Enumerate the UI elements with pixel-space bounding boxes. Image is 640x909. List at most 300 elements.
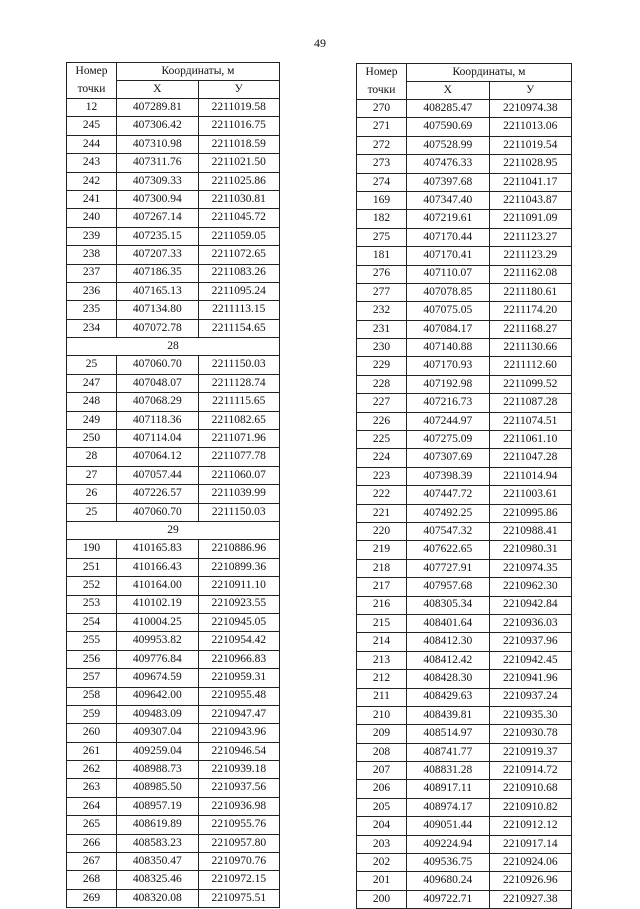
table-row bbox=[357, 265, 572, 283]
y-coordinate-cell: 2211130.66 bbox=[489, 339, 572, 357]
point-number-cell: 215 bbox=[357, 614, 407, 632]
x-coordinate-cell: 408305.34 bbox=[407, 596, 490, 614]
point-number-cell: 256 bbox=[67, 650, 117, 668]
y-coordinate-cell: 2211018.59 bbox=[198, 135, 280, 153]
y-coordinate-cell: 2210974.38 bbox=[489, 100, 572, 118]
y-coordinate-cell: 2211016.75 bbox=[198, 117, 280, 135]
x-coordinate-cell: 407216.73 bbox=[407, 394, 490, 412]
y-coordinate-cell: 2211047.28 bbox=[489, 449, 572, 467]
table-row bbox=[67, 264, 280, 282]
table-row bbox=[357, 412, 572, 430]
x-coordinate-cell: 407219.61 bbox=[407, 210, 490, 228]
point-number-cell: 190 bbox=[67, 540, 117, 558]
x-coordinate-cell: 409722.71 bbox=[407, 890, 490, 908]
point-number-cell: 235 bbox=[67, 301, 117, 319]
y-coordinate-cell: 2211043.87 bbox=[489, 191, 572, 209]
y-coordinate-cell: 2210939.18 bbox=[198, 761, 280, 779]
x-coordinate-cell: 407165.13 bbox=[117, 282, 199, 300]
y-coordinate-cell: 2210914.72 bbox=[489, 762, 572, 780]
x-coordinate-cell: 409307.04 bbox=[117, 724, 199, 742]
point-number-cell: 224 bbox=[357, 449, 407, 467]
point-number-cell: 242 bbox=[67, 172, 117, 190]
y-coordinate-cell: 2211045.72 bbox=[198, 209, 280, 227]
y-coordinate-cell: 2211077.78 bbox=[198, 448, 280, 466]
table-row bbox=[67, 595, 280, 613]
point-number-cell: 253 bbox=[67, 595, 117, 613]
point-number-cell: 252 bbox=[67, 577, 117, 595]
table-row bbox=[67, 282, 280, 300]
point-number-cell: 223 bbox=[357, 467, 407, 485]
y-coordinate-cell: 2211112.60 bbox=[489, 357, 572, 375]
y-coordinate-cell: 2210924.06 bbox=[489, 854, 572, 872]
y-coordinate-cell: 2210942.84 bbox=[489, 596, 572, 614]
y-coordinate-cell: 2210941.96 bbox=[489, 670, 572, 688]
point-number-cell: 270 bbox=[357, 100, 407, 118]
x-coordinate-cell: 407398.39 bbox=[407, 467, 490, 485]
y-coordinate-cell: 2210945.05 bbox=[198, 613, 280, 631]
x-coordinate-cell: 408285.47 bbox=[407, 100, 490, 118]
point-number-cell: 207 bbox=[357, 762, 407, 780]
x-coordinate-cell: 407235.15 bbox=[117, 227, 199, 245]
table-row bbox=[357, 780, 572, 798]
table-row bbox=[357, 173, 572, 191]
table-row bbox=[357, 890, 572, 908]
table-row bbox=[357, 688, 572, 706]
x-coordinate-cell: 407110.07 bbox=[407, 265, 490, 283]
point-number-cell: 26 bbox=[67, 485, 117, 503]
table-row bbox=[357, 357, 572, 375]
x-coordinate-cell: 409259.04 bbox=[117, 742, 199, 760]
x-coordinate-cell: 409680.24 bbox=[407, 872, 490, 890]
x-coordinate-cell: 407476.33 bbox=[407, 155, 490, 173]
table-row bbox=[357, 118, 572, 136]
y-coordinate-cell: 2211074.51 bbox=[489, 412, 572, 430]
point-number-cell: 25 bbox=[67, 503, 117, 521]
y-coordinate-cell: 2210943.96 bbox=[198, 724, 280, 742]
y-coordinate-cell: 2211154.65 bbox=[198, 319, 280, 337]
point-number-cell: 169 bbox=[357, 191, 407, 209]
x-coordinate-cell: 407311.76 bbox=[117, 154, 199, 172]
y-coordinate-cell: 2211095.24 bbox=[198, 282, 280, 300]
section-row bbox=[67, 521, 280, 539]
y-coordinate-cell: 2210954.42 bbox=[198, 632, 280, 650]
x-coordinate-cell: 408957.19 bbox=[117, 797, 199, 815]
point-number-cell: 208 bbox=[357, 743, 407, 761]
y-coordinate-cell: 2211091.09 bbox=[489, 210, 572, 228]
table-row bbox=[67, 448, 280, 466]
point-number-cell: 27 bbox=[67, 466, 117, 484]
point-number-cell: 206 bbox=[357, 780, 407, 798]
table-row bbox=[357, 633, 572, 651]
table-row bbox=[67, 853, 280, 871]
x-coordinate-cell: 407590.69 bbox=[407, 118, 490, 136]
point-number-cell: 250 bbox=[67, 430, 117, 448]
coordinates-header: Координаты, м bbox=[407, 64, 572, 82]
table-row bbox=[357, 578, 572, 596]
y-coordinate-cell: 2210937.24 bbox=[489, 688, 572, 706]
y-coordinate-cell: 2211123.29 bbox=[489, 247, 572, 265]
table-row bbox=[357, 191, 572, 209]
point-number-cell: 249 bbox=[67, 411, 117, 429]
x-coordinate-cell: 407118.36 bbox=[117, 411, 199, 429]
point-number-cell: 25 bbox=[67, 356, 117, 374]
point-number-cell: 265 bbox=[67, 816, 117, 834]
y-coordinate-cell: 2211003.61 bbox=[489, 486, 572, 504]
point-number-header: Номер bbox=[357, 64, 407, 82]
x-coordinate-cell: 407622.65 bbox=[407, 541, 490, 559]
y-coordinate-cell: 2211060.07 bbox=[198, 466, 280, 484]
x-header: X bbox=[117, 81, 199, 99]
point-number-cell: 244 bbox=[67, 135, 117, 153]
table-row bbox=[357, 449, 572, 467]
table-row bbox=[67, 430, 280, 448]
x-coordinate-cell: 407072.78 bbox=[117, 319, 199, 337]
x-coordinate-cell: 408514.97 bbox=[407, 725, 490, 743]
x-coordinate-cell: 410164.00 bbox=[117, 577, 199, 595]
point-number-cell: 261 bbox=[67, 742, 117, 760]
point-number-cell: 254 bbox=[67, 613, 117, 631]
point-number-cell: 272 bbox=[357, 136, 407, 154]
point-number-cell: 238 bbox=[67, 246, 117, 264]
table-row bbox=[357, 725, 572, 743]
table-row bbox=[67, 485, 280, 503]
point-number-cell: 204 bbox=[357, 817, 407, 835]
table-row bbox=[357, 706, 572, 724]
y-coordinate-cell: 2210975.51 bbox=[198, 889, 280, 907]
x-coordinate-cell: 407114.04 bbox=[117, 430, 199, 448]
table-row bbox=[67, 724, 280, 742]
point-number-cell: 271 bbox=[357, 118, 407, 136]
table-row bbox=[67, 779, 280, 797]
point-number-cell: 266 bbox=[67, 834, 117, 852]
y-coordinate-cell: 2210911.10 bbox=[198, 577, 280, 595]
table-row bbox=[67, 393, 280, 411]
y-coordinate-cell: 2211150.03 bbox=[198, 503, 280, 521]
x-coordinate-cell: 407300.94 bbox=[117, 190, 199, 208]
x-coordinate-cell: 407492.25 bbox=[407, 504, 490, 522]
x-coordinate-cell: 407140.88 bbox=[407, 339, 490, 357]
x-header: X bbox=[407, 82, 490, 100]
point-number-cell: 222 bbox=[357, 486, 407, 504]
point-number-cell: 234 bbox=[67, 319, 117, 337]
point-number-cell: 239 bbox=[67, 227, 117, 245]
table-row bbox=[357, 210, 572, 228]
table-row bbox=[357, 854, 572, 872]
x-coordinate-cell: 407060.70 bbox=[117, 356, 199, 374]
point-number-cell: 210 bbox=[357, 706, 407, 724]
y-coordinate-cell: 2211099.52 bbox=[489, 375, 572, 393]
point-number-cell: 240 bbox=[67, 209, 117, 227]
table-row bbox=[67, 374, 280, 392]
x-coordinate-cell: 407170.44 bbox=[407, 228, 490, 246]
table-row bbox=[67, 356, 280, 374]
x-coordinate-cell: 408985.50 bbox=[117, 779, 199, 797]
y-coordinate-cell: 2211162.08 bbox=[489, 265, 572, 283]
point-number-cell: 251 bbox=[67, 558, 117, 576]
table-row bbox=[67, 135, 280, 153]
point-number-cell: 229 bbox=[357, 357, 407, 375]
x-coordinate-cell: 407134.80 bbox=[117, 301, 199, 319]
y-coordinate-cell: 2210936.03 bbox=[489, 614, 572, 632]
page-number: 49 bbox=[314, 36, 326, 50]
y-coordinate-cell: 2210942.45 bbox=[489, 651, 572, 669]
x-coordinate-cell: 407057.44 bbox=[117, 466, 199, 484]
table-row bbox=[67, 117, 280, 135]
point-number-cell: 230 bbox=[357, 339, 407, 357]
x-coordinate-cell: 409483.09 bbox=[117, 705, 199, 723]
y-coordinate-cell: 2211174.20 bbox=[489, 302, 572, 320]
y-coordinate-cell: 2210959.31 bbox=[198, 669, 280, 687]
table-row bbox=[67, 613, 280, 631]
point-number-cell: 218 bbox=[357, 559, 407, 577]
x-coordinate-cell: 407170.41 bbox=[407, 247, 490, 265]
point-number-cell: 264 bbox=[67, 797, 117, 815]
y-coordinate-cell: 2211019.58 bbox=[198, 99, 280, 117]
y-coordinate-cell: 2210912.12 bbox=[489, 817, 572, 835]
point-number-cell: 209 bbox=[357, 725, 407, 743]
point-number-cell: 268 bbox=[67, 871, 117, 889]
x-coordinate-cell: 408988.73 bbox=[117, 761, 199, 779]
x-coordinate-cell: 407084.17 bbox=[407, 320, 490, 338]
point-number-cell: 255 bbox=[67, 632, 117, 650]
table-row bbox=[67, 650, 280, 668]
y-coordinate-cell: 2210970.76 bbox=[198, 853, 280, 871]
y-coordinate-cell: 2210966.83 bbox=[198, 650, 280, 668]
x-coordinate-cell: 409224.94 bbox=[407, 835, 490, 853]
point-number-cell: 225 bbox=[357, 431, 407, 449]
x-coordinate-cell: 410102.19 bbox=[117, 595, 199, 613]
table-row bbox=[357, 228, 572, 246]
x-coordinate-cell: 407192.98 bbox=[407, 375, 490, 393]
table-row bbox=[357, 486, 572, 504]
table-row bbox=[67, 411, 280, 429]
table-row bbox=[357, 651, 572, 669]
x-coordinate-cell: 407078.85 bbox=[407, 283, 490, 301]
y-coordinate-cell: 2211019.54 bbox=[489, 136, 572, 154]
table-row bbox=[67, 540, 280, 558]
y-header: У bbox=[198, 81, 280, 99]
x-coordinate-cell: 407306.42 bbox=[117, 117, 199, 135]
y-coordinate-cell: 2210935.30 bbox=[489, 706, 572, 724]
table-row bbox=[357, 339, 572, 357]
point-number-cell: 219 bbox=[357, 541, 407, 559]
point-number-cell: 228 bbox=[357, 375, 407, 393]
point-number-cell: 274 bbox=[357, 173, 407, 191]
point-number-cell: 260 bbox=[67, 724, 117, 742]
table-row bbox=[357, 541, 572, 559]
section-row bbox=[67, 338, 280, 356]
table-row bbox=[67, 742, 280, 760]
x-coordinate-cell: 407226.57 bbox=[117, 485, 199, 503]
y-header: У bbox=[489, 82, 572, 100]
point-number-cell: 243 bbox=[67, 154, 117, 172]
point-number-cell: 269 bbox=[67, 889, 117, 907]
coordinates-header: Координаты, м bbox=[117, 63, 280, 81]
x-coordinate-cell: 408741.77 bbox=[407, 743, 490, 761]
table-row bbox=[357, 375, 572, 393]
point-number-cell: 217 bbox=[357, 578, 407, 596]
table-row bbox=[357, 670, 572, 688]
x-coordinate-cell: 408439.81 bbox=[407, 706, 490, 724]
table-body-left bbox=[67, 99, 280, 908]
table-row bbox=[67, 190, 280, 208]
y-coordinate-cell: 2211168.27 bbox=[489, 320, 572, 338]
point-number-cell: 258 bbox=[67, 687, 117, 705]
coordinates-table-right bbox=[356, 63, 572, 909]
y-coordinate-cell: 2210910.82 bbox=[489, 798, 572, 816]
y-coordinate-cell: 2211180.61 bbox=[489, 283, 572, 301]
table-row bbox=[357, 100, 572, 118]
x-coordinate-cell: 407186.35 bbox=[117, 264, 199, 282]
table-row bbox=[67, 687, 280, 705]
x-coordinate-cell: 408412.42 bbox=[407, 651, 490, 669]
table-row bbox=[67, 319, 280, 337]
table-body-right bbox=[357, 100, 572, 909]
y-coordinate-cell: 2210962.30 bbox=[489, 578, 572, 596]
table-row bbox=[357, 431, 572, 449]
x-coordinate-cell: 410004.25 bbox=[117, 613, 199, 631]
x-coordinate-cell: 408974.17 bbox=[407, 798, 490, 816]
point-number-cell: 247 bbox=[67, 374, 117, 392]
table-row bbox=[357, 467, 572, 485]
table-row bbox=[357, 320, 572, 338]
table-row bbox=[357, 872, 572, 890]
table-row bbox=[357, 522, 572, 540]
y-coordinate-cell: 2210936.98 bbox=[198, 797, 280, 815]
point-number-cell: 236 bbox=[67, 282, 117, 300]
y-coordinate-cell: 2211123.27 bbox=[489, 228, 572, 246]
table-row bbox=[357, 835, 572, 853]
point-number-header-line2: точки bbox=[67, 81, 117, 99]
x-coordinate-cell: 407060.70 bbox=[117, 503, 199, 521]
x-coordinate-cell: 408320.08 bbox=[117, 889, 199, 907]
y-coordinate-cell: 2210930.78 bbox=[489, 725, 572, 743]
table-row bbox=[357, 504, 572, 522]
table-row bbox=[357, 155, 572, 173]
point-number-cell: 221 bbox=[357, 504, 407, 522]
point-number-cell: 182 bbox=[357, 210, 407, 228]
point-number-cell: 205 bbox=[357, 798, 407, 816]
table-row bbox=[67, 172, 280, 190]
x-coordinate-cell: 407347.40 bbox=[407, 191, 490, 209]
table-row bbox=[67, 227, 280, 245]
x-coordinate-cell: 407075.05 bbox=[407, 302, 490, 320]
table-row bbox=[357, 762, 572, 780]
y-coordinate-cell: 2210957.80 bbox=[198, 834, 280, 852]
table-row bbox=[357, 559, 572, 577]
table-row bbox=[67, 99, 280, 117]
table-row bbox=[67, 503, 280, 521]
table-row bbox=[357, 596, 572, 614]
x-coordinate-cell: 407528.99 bbox=[407, 136, 490, 154]
table-row bbox=[67, 558, 280, 576]
table-row bbox=[67, 816, 280, 834]
x-coordinate-cell: 409051.44 bbox=[407, 817, 490, 835]
section-label: 29 bbox=[67, 521, 280, 539]
x-coordinate-cell: 407727.91 bbox=[407, 559, 490, 577]
y-coordinate-cell: 2211021.50 bbox=[198, 154, 280, 172]
y-coordinate-cell: 2210910.68 bbox=[489, 780, 572, 798]
y-coordinate-cell: 2210899.36 bbox=[198, 558, 280, 576]
x-coordinate-cell: 407170.93 bbox=[407, 357, 490, 375]
y-coordinate-cell: 2210886.96 bbox=[198, 540, 280, 558]
y-coordinate-cell: 2210926.96 bbox=[489, 872, 572, 890]
y-coordinate-cell: 2210947.47 bbox=[198, 705, 280, 723]
y-coordinate-cell: 2210995.86 bbox=[489, 504, 572, 522]
point-number-cell: 277 bbox=[357, 283, 407, 301]
x-coordinate-cell: 409776.84 bbox=[117, 650, 199, 668]
point-number-cell: 263 bbox=[67, 779, 117, 797]
table-row bbox=[67, 761, 280, 779]
y-coordinate-cell: 2211072.65 bbox=[198, 246, 280, 264]
x-coordinate-cell: 407310.98 bbox=[117, 135, 199, 153]
x-coordinate-cell: 407447.72 bbox=[407, 486, 490, 504]
table-row bbox=[67, 466, 280, 484]
point-number-cell: 259 bbox=[67, 705, 117, 723]
x-coordinate-cell: 409536.75 bbox=[407, 854, 490, 872]
point-number-cell: 213 bbox=[357, 651, 407, 669]
y-coordinate-cell: 2211014.94 bbox=[489, 467, 572, 485]
table-row bbox=[357, 614, 572, 632]
table-row bbox=[67, 632, 280, 650]
y-coordinate-cell: 2210974.35 bbox=[489, 559, 572, 577]
table-row bbox=[67, 301, 280, 319]
y-coordinate-cell: 2211039.99 bbox=[198, 485, 280, 503]
x-coordinate-cell: 409642.00 bbox=[117, 687, 199, 705]
x-coordinate-cell: 407547.32 bbox=[407, 522, 490, 540]
table-row bbox=[357, 394, 572, 412]
x-coordinate-cell: 407267.14 bbox=[117, 209, 199, 227]
point-number-cell: 201 bbox=[357, 872, 407, 890]
point-number-cell: 262 bbox=[67, 761, 117, 779]
x-coordinate-cell: 408831.28 bbox=[407, 762, 490, 780]
y-coordinate-cell: 2211059.05 bbox=[198, 227, 280, 245]
x-coordinate-cell: 408412.30 bbox=[407, 633, 490, 651]
y-coordinate-cell: 2210980.31 bbox=[489, 541, 572, 559]
point-number-cell: 28 bbox=[67, 448, 117, 466]
table-row bbox=[67, 871, 280, 889]
y-coordinate-cell: 2211071.96 bbox=[198, 430, 280, 448]
table-row bbox=[357, 136, 572, 154]
point-number-cell: 232 bbox=[357, 302, 407, 320]
x-coordinate-cell: 408917.11 bbox=[407, 780, 490, 798]
x-coordinate-cell: 410166.43 bbox=[117, 558, 199, 576]
y-coordinate-cell: 2210937.56 bbox=[198, 779, 280, 797]
point-number-cell: 237 bbox=[67, 264, 117, 282]
section-label: 28 bbox=[67, 338, 280, 356]
y-coordinate-cell: 2211013.06 bbox=[489, 118, 572, 136]
y-coordinate-cell: 2210946.54 bbox=[198, 742, 280, 760]
point-number-cell: 276 bbox=[357, 265, 407, 283]
x-coordinate-cell: 408429.63 bbox=[407, 688, 490, 706]
y-coordinate-cell: 2211128.74 bbox=[198, 374, 280, 392]
point-number-cell: 248 bbox=[67, 393, 117, 411]
point-number-cell: 245 bbox=[67, 117, 117, 135]
point-number-cell: 220 bbox=[357, 522, 407, 540]
x-coordinate-cell: 407048.07 bbox=[117, 374, 199, 392]
point-number-cell: 273 bbox=[357, 155, 407, 173]
y-coordinate-cell: 2211082.65 bbox=[198, 411, 280, 429]
table-row bbox=[357, 798, 572, 816]
table-row bbox=[67, 705, 280, 723]
point-number-cell: 227 bbox=[357, 394, 407, 412]
point-number-cell: 226 bbox=[357, 412, 407, 430]
x-coordinate-cell: 410165.83 bbox=[117, 540, 199, 558]
point-number-cell: 275 bbox=[357, 228, 407, 246]
point-number-cell: 181 bbox=[357, 247, 407, 265]
x-coordinate-cell: 408325.46 bbox=[117, 871, 199, 889]
table-row bbox=[67, 669, 280, 687]
